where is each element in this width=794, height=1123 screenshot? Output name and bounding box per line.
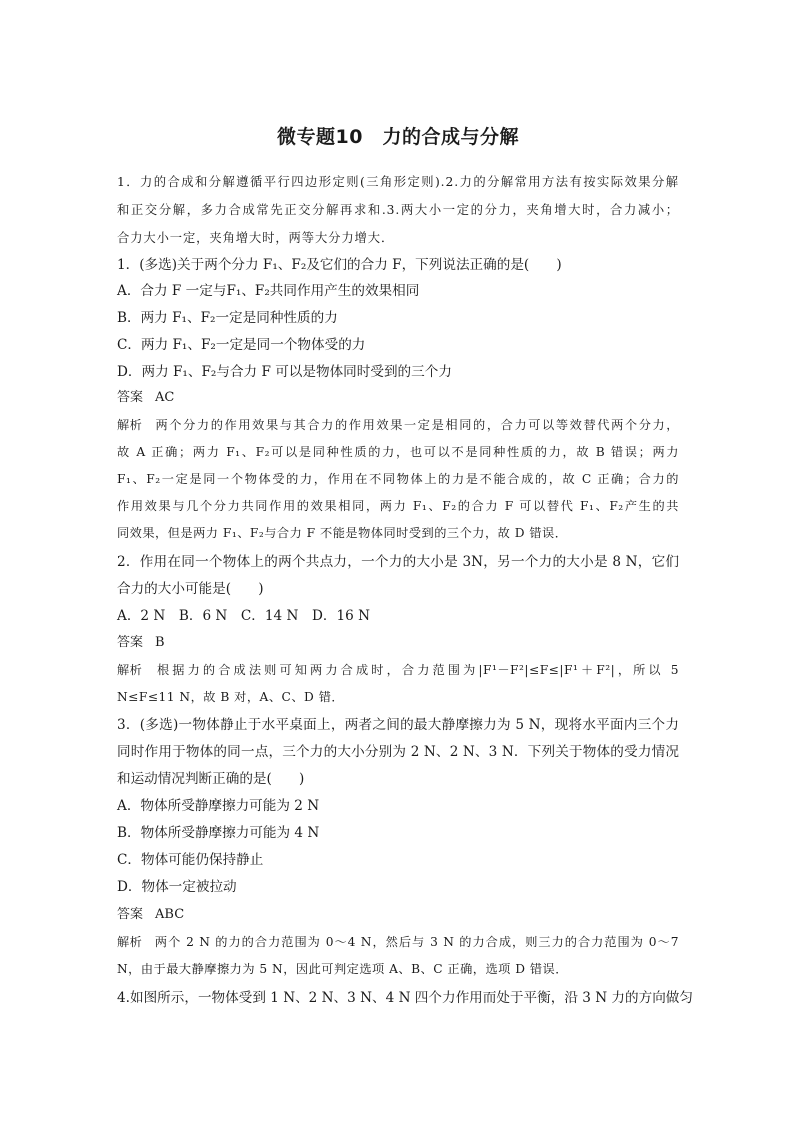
question-1-option-c: C．两力 F₁、F₂一定是同一个物体受的力 [117,337,366,353]
question-3-stem: 3．(多选)一物体静止于水平桌面上，两者之间的最大静摩擦力为 5 N，现将水平面内三个力 [117,717,679,733]
question-3-explanation [117,932,679,952]
explanation-line: 两个分力的作用效果与其合力的作用效果一定是相同的，合力可以等效替代两个分力， [154,418,679,432]
answer-value: B [155,635,165,650]
explanation-line: 故 A 正确；两力 F₁、F₂可以是同种性质的力，也可以不是同种性质的力，故 B 错误；两力 [117,445,679,459]
question-1-option-b: B．两力 F₁、F₂一定是同种性质的力 [117,310,338,326]
question-3-stem: 同时作用于物体的同一点，三个力的大小分别为 2 N、2 N、3 N．下列关于物体的受力情况 [117,744,679,760]
question-2-options: A．2 N B．6 N C．14 N D．16 N [117,608,371,624]
question-2-explanation [117,660,679,680]
question-3-option-d: D．物体一定被拉动 [117,879,237,895]
question-3-option-c: C．物体可能仍保持静止 [117,852,264,868]
explanation-line: 作用效果与几个分力共同作用的效果相同，两力 F₁、F₂的合力 F 可以替代 F₁、F₂产生的共 [117,499,679,513]
explanation-line: F₁、F₂一定是同一个物体受的力，作用在不同物体上的力是不能合成的，故 C 正确；合力的 [117,472,679,486]
question-3-option-a: A．物体所受静摩擦力可能为 2 N [117,798,320,814]
explanation-label: 解析 [117,418,143,432]
answer-label: 答案 [117,907,144,922]
explanation-line: N，由于最大静摩擦力为 5 N，因此可判定选项 A、B、C 正确，选项 D 错误． [117,962,568,976]
intro-line: 1．力的合成和分解遵循平行四边形定则(三角形定则).2.力的分解常用方法有按实际效果分解 [117,175,679,189]
intro-line: 合力大小一定，夹角增大时，两等大分力增大． [117,231,395,245]
explanation-line: 根据力的合成法则可知两力合成时，合力范围为|F¹－F²|≤F≤|F¹＋F²|，所以 5 [154,663,679,677]
answer-label: 答案 [117,390,144,405]
explanation-label: 解析 [117,663,143,677]
question-2-stem: 2．作用在同一个物体上的两个共点力，一个力的大小是 3N，另一个力的大小是 8 N，它们 [117,554,679,570]
question-2-stem: 合力的大小可能是( ) [117,581,264,597]
explanation-line: 两个 2 N 的力的合力范围为 0～4 N，然后与 3 N 的力合成，则三力的合力范围为 0～7 [154,935,679,949]
answer-label: 答案 [117,635,144,650]
question-1-option-d: D．两力 F₁、F₂与合力 F 可以是物体同时受到的三个力 [117,364,452,380]
answer-value: ABC [155,907,185,922]
question-3-stem: 和运动情况判断正确的是( ) [117,771,305,787]
page-title: 微专题10 力的合成与分解 [277,126,519,148]
question-3-answer [117,905,679,925]
explanation-line: N≤F≤11 N，故 B 对，A、C、D 错． [117,690,345,704]
question-4-stem: 4.如图所示，一物体受到 1 N、2 N、3 N、4 N 四个力作用而处于平衡，沿 3 N 力的方向做匀 [117,990,693,1006]
question-1-stem: 1．(多选)关于两个分力 F₁、F₂及它们的合力 F，下列说法正确的是( ) [117,257,562,273]
question-1-answer [117,388,679,408]
question-2-answer [117,633,679,653]
intro-line: 和正交分解，多力合成常先正交分解再求和.3.两大小一定的分力，夹角增大时，合力减小； [117,203,679,217]
question-1-explanation [117,415,679,435]
question-1-option-a: A．合力 F 一定与F₁、F₂共同作用产生的效果相同 [117,283,420,299]
explanation-line: 同效果，但是两力 F₁、F₂与合力 F 不能是物体同时受到的三个力，故 D 错误． [117,526,568,540]
question-3-option-b: B．物体所受静摩擦力可能为 4 N [117,825,320,841]
explanation-label: 解析 [117,935,143,949]
answer-value: AC [155,390,175,405]
